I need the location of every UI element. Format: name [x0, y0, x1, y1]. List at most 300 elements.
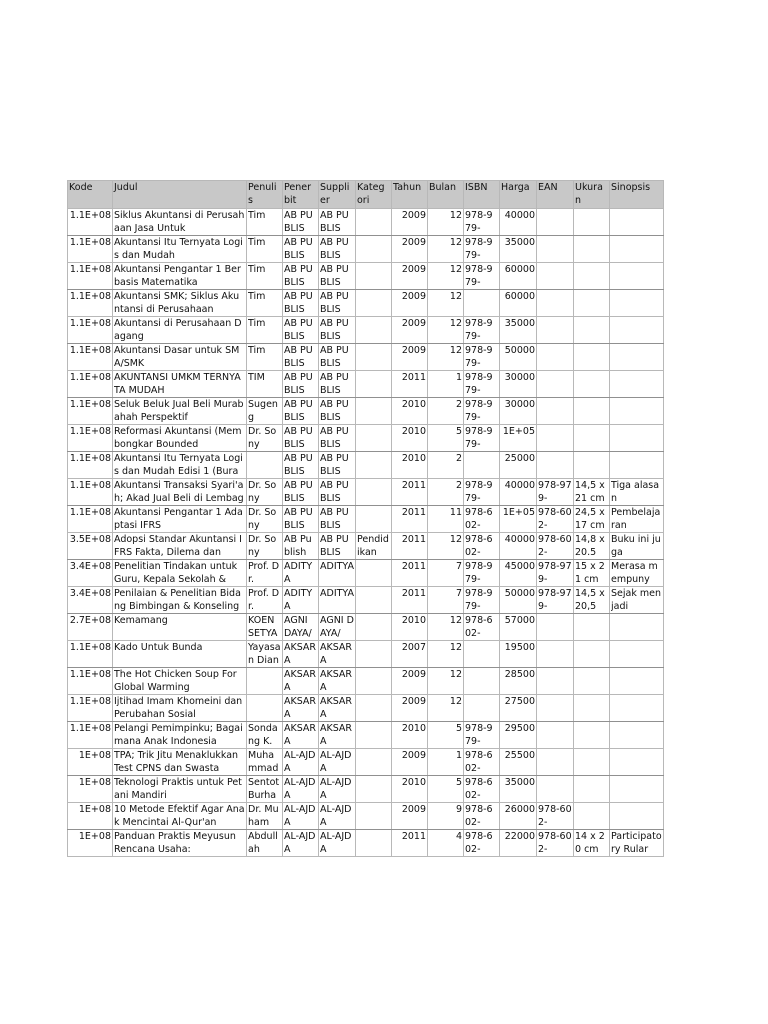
cell-penulis[interactable] — [247, 614, 283, 641]
cell-sinopsis[interactable] — [610, 479, 664, 506]
cell-ukuran[interactable] — [574, 695, 610, 722]
cell-bulan[interactable] — [428, 398, 464, 425]
cell-kode[interactable] — [68, 668, 113, 695]
cell-ean[interactable] — [537, 371, 574, 398]
cell-penulis[interactable] — [247, 344, 283, 371]
cell-penulis[interactable] — [247, 587, 283, 614]
cell-penulis[interactable] — [247, 533, 283, 560]
cell-judul[interactable] — [113, 695, 247, 722]
cell-tahun[interactable] — [392, 533, 428, 560]
header-kategori[interactable]: Kategori — [356, 181, 392, 209]
cell-supplier[interactable] — [319, 479, 356, 506]
cell-ean[interactable] — [537, 398, 574, 425]
cell-tahun[interactable] — [392, 236, 428, 263]
cell-kategori[interactable] — [356, 506, 392, 533]
cell-harga[interactable] — [500, 533, 537, 560]
cell-kode[interactable] — [68, 344, 113, 371]
cell-isbn[interactable] — [464, 695, 500, 722]
cell-isbn[interactable] — [464, 452, 500, 479]
cell-sinopsis[interactable] — [610, 560, 664, 587]
cell-ukuran[interactable] — [574, 749, 610, 776]
cell-isbn[interactable] — [464, 479, 500, 506]
cell-sinopsis[interactable] — [610, 344, 664, 371]
cell-ean[interactable] — [537, 695, 574, 722]
cell-bulan[interactable] — [428, 371, 464, 398]
cell-ean[interactable] — [537, 749, 574, 776]
cell-penulis[interactable] — [247, 641, 283, 668]
cell-penulis[interactable] — [247, 830, 283, 857]
cell-ukuran[interactable] — [574, 371, 610, 398]
cell-penerbit[interactable] — [283, 425, 319, 452]
cell-kategori[interactable] — [356, 749, 392, 776]
cell-bulan[interactable] — [428, 803, 464, 830]
cell-tahun[interactable] — [392, 344, 428, 371]
cell-sinopsis[interactable] — [610, 209, 664, 236]
cell-supplier[interactable] — [319, 263, 356, 290]
cell-tahun[interactable] — [392, 398, 428, 425]
cell-kode[interactable] — [68, 452, 113, 479]
cell-tahun[interactable] — [392, 452, 428, 479]
cell-penerbit[interactable] — [283, 641, 319, 668]
cell-harga[interactable] — [500, 830, 537, 857]
cell-ean[interactable] — [537, 425, 574, 452]
cell-isbn[interactable] — [464, 803, 500, 830]
cell-isbn[interactable] — [464, 641, 500, 668]
cell-kode[interactable] — [68, 236, 113, 263]
cell-penerbit[interactable] — [283, 830, 319, 857]
cell-supplier[interactable] — [319, 452, 356, 479]
cell-ukuran[interactable] — [574, 830, 610, 857]
cell-judul[interactable] — [113, 533, 247, 560]
cell-isbn[interactable] — [464, 722, 500, 749]
cell-penerbit[interactable] — [283, 668, 319, 695]
cell-penerbit[interactable] — [283, 560, 319, 587]
cell-sinopsis[interactable] — [610, 452, 664, 479]
cell-bulan[interactable] — [428, 479, 464, 506]
cell-penerbit[interactable] — [283, 803, 319, 830]
cell-kategori[interactable] — [356, 587, 392, 614]
cell-tahun[interactable] — [392, 695, 428, 722]
cell-bulan[interactable] — [428, 749, 464, 776]
cell-harga[interactable] — [500, 290, 537, 317]
cell-sinopsis[interactable] — [610, 371, 664, 398]
cell-penerbit[interactable] — [283, 209, 319, 236]
cell-bulan[interactable] — [428, 560, 464, 587]
cell-judul[interactable] — [113, 803, 247, 830]
cell-penerbit[interactable] — [283, 452, 319, 479]
cell-isbn[interactable] — [464, 317, 500, 344]
cell-isbn[interactable] — [464, 668, 500, 695]
cell-ean[interactable] — [537, 344, 574, 371]
cell-sinopsis[interactable] — [610, 614, 664, 641]
cell-supplier[interactable] — [319, 533, 356, 560]
cell-harga[interactable] — [500, 344, 537, 371]
cell-kode[interactable] — [68, 263, 113, 290]
cell-sinopsis[interactable] — [610, 749, 664, 776]
cell-isbn[interactable] — [464, 749, 500, 776]
cell-supplier[interactable] — [319, 803, 356, 830]
cell-sinopsis[interactable] — [610, 803, 664, 830]
cell-supplier[interactable] — [319, 371, 356, 398]
cell-ean[interactable] — [537, 560, 574, 587]
cell-kategori[interactable] — [356, 290, 392, 317]
cell-penulis[interactable] — [247, 209, 283, 236]
cell-ukuran[interactable] — [574, 533, 610, 560]
cell-tahun[interactable] — [392, 560, 428, 587]
cell-penulis[interactable] — [247, 668, 283, 695]
cell-isbn[interactable] — [464, 506, 500, 533]
cell-ean[interactable] — [537, 452, 574, 479]
cell-penulis[interactable] — [247, 506, 283, 533]
cell-harga[interactable] — [500, 236, 537, 263]
cell-sinopsis[interactable] — [610, 290, 664, 317]
cell-tahun[interactable] — [392, 371, 428, 398]
cell-sinopsis[interactable] — [610, 776, 664, 803]
cell-penerbit[interactable] — [283, 749, 319, 776]
cell-kode[interactable] — [68, 803, 113, 830]
cell-kode[interactable] — [68, 533, 113, 560]
cell-sinopsis[interactable] — [610, 587, 664, 614]
cell-kode[interactable] — [68, 587, 113, 614]
cell-harga[interactable] — [500, 452, 537, 479]
cell-ean[interactable] — [537, 290, 574, 317]
cell-penerbit[interactable] — [283, 344, 319, 371]
cell-kategori[interactable] — [356, 641, 392, 668]
cell-penerbit[interactable] — [283, 290, 319, 317]
header-penulis[interactable]: Penulis — [247, 181, 283, 209]
cell-harga[interactable] — [500, 776, 537, 803]
cell-kode[interactable] — [68, 317, 113, 344]
cell-isbn[interactable] — [464, 614, 500, 641]
cell-ean[interactable] — [537, 263, 574, 290]
cell-kode[interactable] — [68, 641, 113, 668]
cell-sinopsis[interactable] — [610, 533, 664, 560]
cell-ukuran[interactable] — [574, 587, 610, 614]
cell-ukuran[interactable] — [574, 506, 610, 533]
cell-ukuran[interactable] — [574, 452, 610, 479]
cell-harga[interactable] — [500, 722, 537, 749]
cell-kode[interactable] — [68, 695, 113, 722]
cell-kategori[interactable] — [356, 776, 392, 803]
cell-isbn[interactable] — [464, 533, 500, 560]
cell-kode[interactable] — [68, 506, 113, 533]
cell-tahun[interactable] — [392, 749, 428, 776]
header-ean[interactable]: EAN — [537, 181, 574, 209]
cell-judul[interactable] — [113, 236, 247, 263]
cell-isbn[interactable] — [464, 209, 500, 236]
cell-ukuran[interactable] — [574, 236, 610, 263]
cell-isbn[interactable] — [464, 344, 500, 371]
cell-isbn[interactable] — [464, 236, 500, 263]
cell-ean[interactable] — [537, 236, 574, 263]
cell-penulis[interactable] — [247, 398, 283, 425]
cell-supplier[interactable] — [319, 776, 356, 803]
header-isbn[interactable]: ISBN — [464, 181, 500, 209]
cell-kode[interactable] — [68, 560, 113, 587]
cell-bulan[interactable] — [428, 641, 464, 668]
cell-kategori[interactable] — [356, 371, 392, 398]
cell-tahun[interactable] — [392, 830, 428, 857]
cell-judul[interactable] — [113, 263, 247, 290]
cell-isbn[interactable] — [464, 560, 500, 587]
cell-bulan[interactable] — [428, 317, 464, 344]
cell-supplier[interactable] — [319, 749, 356, 776]
cell-kategori[interactable] — [356, 479, 392, 506]
cell-sinopsis[interactable] — [610, 425, 664, 452]
cell-bulan[interactable] — [428, 776, 464, 803]
cell-kategori[interactable] — [356, 452, 392, 479]
cell-isbn[interactable] — [464, 587, 500, 614]
cell-kategori[interactable] — [356, 209, 392, 236]
cell-judul[interactable] — [113, 317, 247, 344]
cell-ean[interactable] — [537, 506, 574, 533]
cell-penerbit[interactable] — [283, 317, 319, 344]
cell-kode[interactable] — [68, 749, 113, 776]
cell-penerbit[interactable] — [283, 776, 319, 803]
cell-kode[interactable] — [68, 209, 113, 236]
cell-ukuran[interactable] — [574, 479, 610, 506]
cell-judul[interactable] — [113, 560, 247, 587]
cell-judul[interactable] — [113, 614, 247, 641]
cell-judul[interactable] — [113, 344, 247, 371]
cell-kategori[interactable] — [356, 830, 392, 857]
header-harga[interactable]: Harga — [500, 181, 537, 209]
cell-tahun[interactable] — [392, 722, 428, 749]
cell-penerbit[interactable] — [283, 263, 319, 290]
cell-penulis[interactable] — [247, 803, 283, 830]
cell-bulan[interactable] — [428, 695, 464, 722]
cell-ukuran[interactable] — [574, 263, 610, 290]
cell-ean[interactable] — [537, 803, 574, 830]
cell-tahun[interactable] — [392, 803, 428, 830]
cell-supplier[interactable] — [319, 830, 356, 857]
cell-supplier[interactable] — [319, 587, 356, 614]
cell-ukuran[interactable] — [574, 290, 610, 317]
cell-penulis[interactable] — [247, 317, 283, 344]
cell-ean[interactable] — [537, 317, 574, 344]
cell-supplier[interactable] — [319, 560, 356, 587]
cell-ukuran[interactable] — [574, 560, 610, 587]
cell-penulis[interactable] — [247, 452, 283, 479]
cell-isbn[interactable] — [464, 776, 500, 803]
cell-kategori[interactable] — [356, 803, 392, 830]
cell-ean[interactable] — [537, 830, 574, 857]
cell-tahun[interactable] — [392, 479, 428, 506]
cell-ukuran[interactable] — [574, 317, 610, 344]
cell-harga[interactable] — [500, 641, 537, 668]
cell-tahun[interactable] — [392, 506, 428, 533]
cell-supplier[interactable] — [319, 614, 356, 641]
header-sinopsis[interactable]: Sinopsis — [610, 181, 664, 209]
cell-kategori[interactable] — [356, 614, 392, 641]
cell-tahun[interactable] — [392, 263, 428, 290]
cell-judul[interactable] — [113, 830, 247, 857]
cell-kode[interactable] — [68, 830, 113, 857]
header-tahun[interactable]: Tahun — [392, 181, 428, 209]
cell-kategori[interactable] — [356, 695, 392, 722]
cell-sinopsis[interactable] — [610, 236, 664, 263]
cell-kode[interactable] — [68, 479, 113, 506]
cell-tahun[interactable] — [392, 425, 428, 452]
cell-ean[interactable] — [537, 641, 574, 668]
cell-judul[interactable] — [113, 587, 247, 614]
cell-penerbit[interactable] — [283, 506, 319, 533]
cell-bulan[interactable] — [428, 236, 464, 263]
cell-bulan[interactable] — [428, 263, 464, 290]
cell-bulan[interactable] — [428, 209, 464, 236]
header-bulan[interactable]: Bulan — [428, 181, 464, 209]
cell-kode[interactable] — [68, 371, 113, 398]
cell-ean[interactable] — [537, 479, 574, 506]
cell-penulis[interactable] — [247, 263, 283, 290]
cell-supplier[interactable] — [319, 344, 356, 371]
cell-isbn[interactable] — [464, 425, 500, 452]
cell-judul[interactable] — [113, 398, 247, 425]
cell-harga[interactable] — [500, 749, 537, 776]
cell-isbn[interactable] — [464, 830, 500, 857]
cell-judul[interactable] — [113, 668, 247, 695]
cell-penulis[interactable] — [247, 371, 283, 398]
cell-supplier[interactable] — [319, 236, 356, 263]
cell-supplier[interactable] — [319, 398, 356, 425]
cell-penerbit[interactable] — [283, 695, 319, 722]
cell-penulis[interactable] — [247, 776, 283, 803]
cell-supplier[interactable] — [319, 317, 356, 344]
cell-harga[interactable] — [500, 803, 537, 830]
cell-penerbit[interactable] — [283, 371, 319, 398]
cell-harga[interactable] — [500, 506, 537, 533]
cell-supplier[interactable] — [319, 695, 356, 722]
cell-ean[interactable] — [537, 209, 574, 236]
cell-supplier[interactable] — [319, 209, 356, 236]
cell-sinopsis[interactable] — [610, 317, 664, 344]
cell-kode[interactable] — [68, 290, 113, 317]
cell-penulis[interactable] — [247, 425, 283, 452]
cell-tahun[interactable] — [392, 587, 428, 614]
cell-harga[interactable] — [500, 695, 537, 722]
cell-judul[interactable] — [113, 209, 247, 236]
cell-kategori[interactable] — [356, 722, 392, 749]
cell-judul[interactable] — [113, 452, 247, 479]
cell-supplier[interactable] — [319, 722, 356, 749]
cell-judul[interactable] — [113, 641, 247, 668]
cell-kode[interactable] — [68, 776, 113, 803]
cell-judul[interactable] — [113, 776, 247, 803]
cell-penulis[interactable] — [247, 290, 283, 317]
cell-judul[interactable] — [113, 749, 247, 776]
cell-penerbit[interactable] — [283, 236, 319, 263]
cell-bulan[interactable] — [428, 533, 464, 560]
cell-sinopsis[interactable] — [610, 641, 664, 668]
cell-supplier[interactable] — [319, 506, 356, 533]
header-judul[interactable]: Judul — [113, 181, 247, 209]
cell-bulan[interactable] — [428, 722, 464, 749]
cell-tahun[interactable] — [392, 317, 428, 344]
cell-kode[interactable] — [68, 722, 113, 749]
cell-harga[interactable] — [500, 668, 537, 695]
cell-kode[interactable] — [68, 425, 113, 452]
cell-penulis[interactable] — [247, 236, 283, 263]
cell-sinopsis[interactable] — [610, 506, 664, 533]
cell-harga[interactable] — [500, 398, 537, 425]
cell-judul[interactable] — [113, 290, 247, 317]
cell-bulan[interactable] — [428, 344, 464, 371]
cell-kode[interactable] — [68, 614, 113, 641]
cell-bulan[interactable] — [428, 452, 464, 479]
cell-penulis[interactable] — [247, 722, 283, 749]
cell-ean[interactable] — [537, 533, 574, 560]
cell-kategori[interactable] — [356, 236, 392, 263]
cell-ukuran[interactable] — [574, 425, 610, 452]
cell-penulis[interactable] — [247, 749, 283, 776]
cell-sinopsis[interactable] — [610, 398, 664, 425]
cell-ukuran[interactable] — [574, 776, 610, 803]
cell-ukuran[interactable] — [574, 803, 610, 830]
cell-tahun[interactable] — [392, 776, 428, 803]
cell-ean[interactable] — [537, 668, 574, 695]
cell-judul[interactable] — [113, 506, 247, 533]
cell-penerbit[interactable] — [283, 614, 319, 641]
cell-penulis[interactable] — [247, 695, 283, 722]
cell-sinopsis[interactable] — [610, 263, 664, 290]
cell-penerbit[interactable] — [283, 533, 319, 560]
cell-penerbit[interactable] — [283, 722, 319, 749]
cell-ukuran[interactable] — [574, 344, 610, 371]
cell-penulis[interactable] — [247, 560, 283, 587]
cell-sinopsis[interactable] — [610, 695, 664, 722]
cell-harga[interactable] — [500, 614, 537, 641]
cell-bulan[interactable] — [428, 506, 464, 533]
cell-harga[interactable] — [500, 425, 537, 452]
cell-bulan[interactable] — [428, 668, 464, 695]
cell-judul[interactable] — [113, 479, 247, 506]
cell-ean[interactable] — [537, 587, 574, 614]
header-penerbit[interactable]: Penerbit — [283, 181, 319, 209]
cell-sinopsis[interactable] — [610, 722, 664, 749]
cell-kategori[interactable] — [356, 344, 392, 371]
cell-judul[interactable] — [113, 371, 247, 398]
cell-kategori[interactable] — [356, 398, 392, 425]
cell-ukuran[interactable] — [574, 398, 610, 425]
cell-tahun[interactable] — [392, 641, 428, 668]
header-kode[interactable]: Kode — [68, 181, 113, 209]
cell-bulan[interactable] — [428, 614, 464, 641]
cell-supplier[interactable] — [319, 425, 356, 452]
cell-sinopsis[interactable] — [610, 830, 664, 857]
cell-bulan[interactable] — [428, 425, 464, 452]
cell-harga[interactable] — [500, 371, 537, 398]
cell-kode[interactable] — [68, 398, 113, 425]
cell-isbn[interactable] — [464, 263, 500, 290]
cell-tahun[interactable] — [392, 290, 428, 317]
cell-penulis[interactable] — [247, 479, 283, 506]
cell-supplier[interactable] — [319, 668, 356, 695]
cell-judul[interactable] — [113, 425, 247, 452]
cell-ukuran[interactable] — [574, 722, 610, 749]
cell-harga[interactable] — [500, 560, 537, 587]
cell-tahun[interactable] — [392, 614, 428, 641]
cell-harga[interactable] — [500, 263, 537, 290]
cell-isbn[interactable] — [464, 290, 500, 317]
cell-harga[interactable] — [500, 587, 537, 614]
cell-ean[interactable] — [537, 722, 574, 749]
cell-kategori[interactable] — [356, 425, 392, 452]
cell-tahun[interactable] — [392, 209, 428, 236]
cell-bulan[interactable] — [428, 290, 464, 317]
cell-bulan[interactable] — [428, 587, 464, 614]
cell-supplier[interactable] — [319, 641, 356, 668]
cell-penerbit[interactable] — [283, 479, 319, 506]
